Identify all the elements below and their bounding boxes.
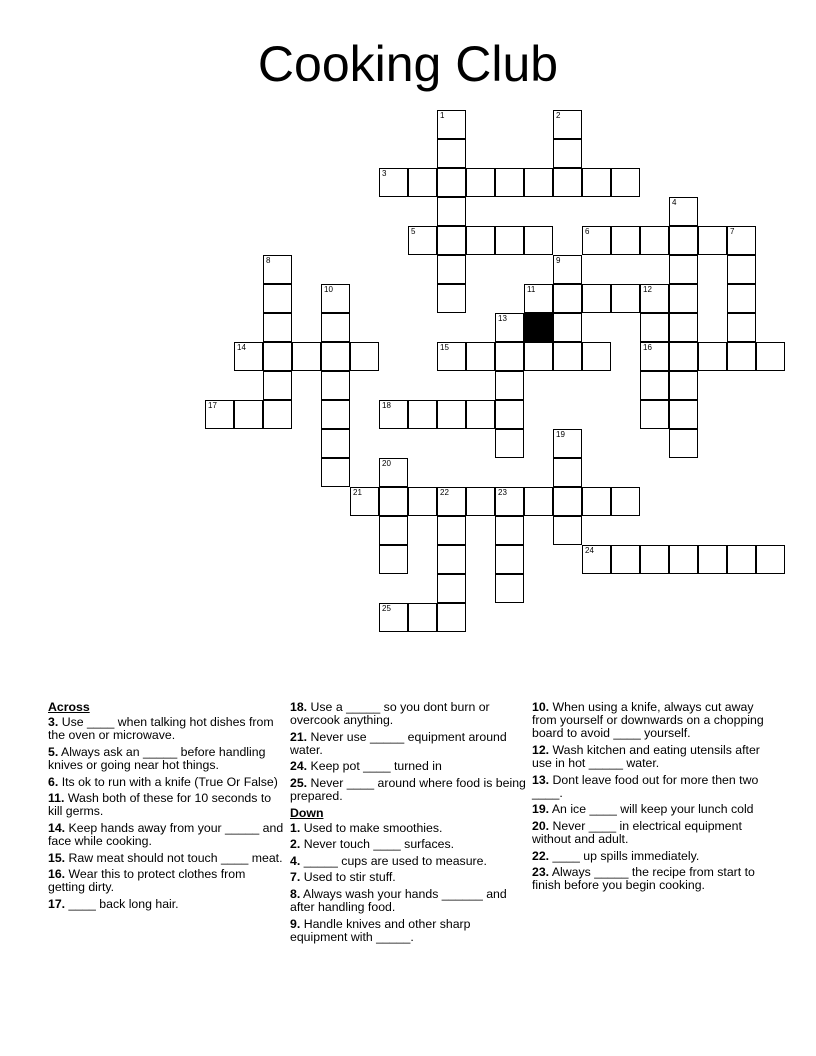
across-clue-5[interactable]: [48, 746, 284, 772]
grid-cell[interactable]: [582, 168, 611, 197]
grid-cell[interactable]: [379, 545, 408, 574]
clue-number: 16.: [48, 867, 66, 882]
clue-number: 5.: [48, 744, 59, 759]
clue-number-label: 20: [382, 459, 391, 468]
grid-cell[interactable]: [756, 545, 785, 574]
clue-text: Used to stir stuff.: [303, 870, 396, 885]
down-heading: Down: [290, 805, 324, 820]
clue-number: 25.: [290, 775, 308, 790]
grid-cell[interactable]: [379, 168, 408, 197]
grid-cell[interactable]: [466, 168, 495, 197]
clue-number: 15.: [48, 850, 66, 865]
grid-cell[interactable]: [611, 284, 640, 313]
clue-text: Always _____ the recipe from start to finish before you begin cooking.: [532, 865, 755, 893]
clue-number-label: 8: [266, 256, 271, 265]
grid-cell[interactable]: [669, 545, 698, 574]
grid-cell[interactable]: [466, 487, 495, 516]
grid-cell[interactable]: [669, 371, 698, 400]
clue-number-label: 25: [382, 604, 391, 613]
grid-cell[interactable]: [205, 400, 234, 429]
grid-cell[interactable]: [437, 487, 466, 516]
across-clue-6[interactable]: [48, 776, 284, 789]
down-clue-20[interactable]: [532, 820, 768, 846]
clue-text: Dont leave food out for more then two ____.: [532, 772, 759, 800]
grid-cell[interactable]: [379, 603, 408, 632]
grid-cell[interactable]: [495, 487, 524, 516]
clue-number-label: 21: [353, 488, 362, 497]
grid-cell[interactable]: [466, 226, 495, 255]
across-clue-3[interactable]: [48, 716, 284, 742]
clue-number-label: 5: [411, 227, 416, 236]
across-heading: Across: [48, 700, 90, 714]
grid-cell[interactable]: [437, 139, 466, 168]
grid-cell[interactable]: [263, 342, 292, 371]
clue-number: 14.: [48, 820, 66, 835]
grid-cell[interactable]: [727, 284, 756, 313]
grid-cell[interactable]: [350, 342, 379, 371]
grid-cell[interactable]: [321, 313, 350, 342]
grid-cell[interactable]: [669, 342, 698, 371]
across-clue-18[interactable]: [290, 701, 526, 727]
down-clue-9[interactable]: [290, 918, 526, 944]
grid-cell[interactable]: [524, 226, 553, 255]
grid-cell[interactable]: [263, 371, 292, 400]
clue-number: 7.: [290, 870, 301, 885]
grid-cell[interactable]: [640, 284, 669, 313]
grid-cell[interactable]: [437, 284, 466, 313]
grid-cell[interactable]: [640, 400, 669, 429]
down-clue-19[interactable]: [532, 803, 768, 816]
grid-cell[interactable]: [524, 487, 553, 516]
grid-cell[interactable]: [669, 313, 698, 342]
grid-cell[interactable]: [669, 255, 698, 284]
grid-cell[interactable]: [727, 342, 756, 371]
clue-number-label: 10: [324, 285, 333, 294]
grid-cell[interactable]: [263, 313, 292, 342]
clue-number: 2.: [290, 837, 301, 852]
clue-text: Use a _____ so you dont burn or overcook anything.: [290, 700, 490, 728]
grid-cell[interactable]: [727, 313, 756, 342]
down-clue-12[interactable]: [532, 744, 768, 770]
clue-number-label: 22: [440, 488, 449, 497]
grid-cell[interactable]: [292, 342, 321, 371]
grid-cell[interactable]: [437, 603, 466, 632]
grid-cell[interactable]: [379, 516, 408, 545]
clue-number: 13.: [532, 772, 550, 787]
grid-cell[interactable]: [582, 284, 611, 313]
grid-cell[interactable]: [466, 342, 495, 371]
grid-cell[interactable]: [495, 342, 524, 371]
clue-text: When using a knife, always cut away from yourself or downwards on a chopping board to avoid ____ yourself.: [532, 700, 764, 741]
grid-cell[interactable]: [437, 400, 466, 429]
grid-cell[interactable]: [234, 342, 263, 371]
clue-number: 1.: [290, 820, 301, 835]
clue-number-label: 16: [643, 343, 652, 352]
grid-cell[interactable]: [495, 168, 524, 197]
clue-number: 24.: [290, 759, 308, 774]
grid-cell[interactable]: [437, 255, 466, 284]
clue-number-label: 2: [556, 111, 561, 120]
grid-cell[interactable]: [321, 458, 350, 487]
clue-text: Raw meat should not touch ____ meat.: [68, 850, 283, 865]
clue-number-label: 12: [643, 285, 652, 294]
clue-text: Keep pot ____ turned in: [310, 759, 442, 774]
grid-cell[interactable]: [321, 371, 350, 400]
down-clue-7[interactable]: [290, 871, 526, 884]
clue-text: Never use _____ equipment around water.: [290, 729, 507, 757]
grid-cell[interactable]: [321, 342, 350, 371]
clue-number-label: 24: [585, 546, 594, 555]
grid-cell[interactable]: [669, 400, 698, 429]
clue-number-label: 17: [208, 401, 217, 410]
grid-cell[interactable]: [408, 603, 437, 632]
grid-cell[interactable]: [379, 400, 408, 429]
clue-number-label: 18: [382, 401, 391, 410]
clue-text: Always wash your hands ______ and after handling food.: [290, 886, 507, 915]
grid-cell[interactable]: [495, 371, 524, 400]
clue-number: 8.: [290, 886, 301, 901]
grid-cell[interactable]: [582, 545, 611, 574]
clue-number: 3.: [48, 715, 59, 730]
grid-cell[interactable]: [611, 226, 640, 255]
clue-number: 11.: [48, 791, 65, 806]
down-clue-23[interactable]: [532, 866, 768, 892]
grid-cell[interactable]: [698, 342, 727, 371]
grid-cell[interactable]: [669, 226, 698, 255]
grid-cell[interactable]: [408, 226, 437, 255]
grid-cell[interactable]: [553, 342, 582, 371]
across-clue-17[interactable]: [48, 898, 284, 911]
grid-cell[interactable]: [495, 400, 524, 429]
down-clue-4[interactable]: [290, 855, 526, 868]
clue-number: 23.: [532, 865, 550, 880]
clue-text: Always ask an _____ before handling knives or going near hot things.: [48, 744, 266, 773]
grid-cell[interactable]: [553, 458, 582, 487]
grid-cell[interactable]: [553, 110, 582, 139]
clue-number-label: 7: [730, 227, 735, 236]
grid-cell[interactable]: [611, 487, 640, 516]
grid-cell[interactable]: [669, 284, 698, 313]
grid-cell[interactable]: [698, 545, 727, 574]
puzzle-title: Cooking Club: [257, 36, 559, 92]
grid-cell[interactable]: [553, 313, 582, 342]
grid-cell[interactable]: [553, 168, 582, 197]
grid-cell[interactable]: [553, 284, 582, 313]
clue-text: Never ____ around where food is being prepared.: [290, 775, 526, 804]
grid-cell[interactable]: [437, 110, 466, 139]
grid-cell[interactable]: [408, 168, 437, 197]
down-clue-22[interactable]: [532, 850, 768, 863]
grid-cell[interactable]: [495, 313, 524, 342]
grid-cell[interactable]: [640, 342, 669, 371]
clue-number-label: 11: [527, 285, 536, 294]
grid-cell[interactable]: [611, 168, 640, 197]
grid-cell[interactable]: [611, 545, 640, 574]
grid-cell[interactable]: [408, 487, 437, 516]
grid-cell[interactable]: [350, 487, 379, 516]
grid-cell[interactable]: [437, 342, 466, 371]
clue-text: Used to make smoothies.: [303, 820, 443, 835]
grid-cell[interactable]: [437, 197, 466, 226]
across-clue-14[interactable]: [48, 822, 284, 848]
grid-cell[interactable]: [495, 429, 524, 458]
clue-text: Its ok to run with a knife (True Or False): [61, 774, 278, 789]
clue-text: Keep hands away from your _____ and face while cooking.: [48, 820, 284, 849]
clue-number-label: 6: [585, 227, 590, 236]
grid-cell[interactable]: [553, 255, 582, 284]
clue-number: 22.: [532, 848, 550, 863]
clue-number-label: 23: [498, 488, 507, 497]
grid-cell[interactable]: [524, 168, 553, 197]
clue-number: 10.: [532, 700, 550, 714]
down-clue-1[interactable]: [290, 822, 526, 835]
grid-cell[interactable]: [437, 516, 466, 545]
clues-column-1: [48, 701, 284, 914]
grid-cell[interactable]: [582, 226, 611, 255]
clue-number: 19.: [532, 802, 550, 817]
grid-cell[interactable]: [466, 400, 495, 429]
grid-cell[interactable]: [698, 226, 727, 255]
across-clue-15[interactable]: [48, 852, 284, 865]
grid-cell[interactable]: [495, 226, 524, 255]
clue-text: Wash kitchen and eating utensils after use in hot _____ water.: [532, 742, 760, 771]
grid-cell[interactable]: [263, 284, 292, 313]
blocked-cell: [524, 313, 553, 342]
across-clue-25[interactable]: [290, 777, 526, 803]
grid-cell[interactable]: [582, 342, 611, 371]
grid-cell[interactable]: [437, 226, 466, 255]
grid-cell[interactable]: [379, 487, 408, 516]
grid-cell[interactable]: [495, 574, 524, 603]
grid-cell[interactable]: [727, 226, 756, 255]
grid-cell[interactable]: [321, 429, 350, 458]
grid-cell[interactable]: [495, 545, 524, 574]
clue-number-label: 1: [440, 111, 445, 120]
clue-number: 18.: [290, 700, 308, 714]
grid-cell[interactable]: [640, 371, 669, 400]
grid-cell[interactable]: [553, 139, 582, 168]
clue-text: Never touch ____ surfaces.: [303, 837, 455, 852]
clue-number: 20.: [532, 818, 550, 833]
clue-number-label: 13: [498, 314, 507, 323]
clues-column-3: [532, 701, 768, 896]
clue-text: Wash both of these for 10 seconds to kill germs.: [48, 791, 272, 819]
clue-number-label: 19: [556, 430, 565, 439]
down-clue-10[interactable]: [532, 701, 768, 741]
grid-cell[interactable]: [669, 429, 698, 458]
clues-column-2: [290, 701, 526, 947]
grid-cell[interactable]: [437, 168, 466, 197]
clue-text: ____ back long hair.: [68, 896, 179, 911]
clue-text: _____ cups are used to measure.: [303, 853, 487, 868]
grid-cell[interactable]: [234, 400, 263, 429]
clue-number: 4.: [290, 853, 301, 868]
grid-cell[interactable]: [524, 342, 553, 371]
grid-cell[interactable]: [495, 516, 524, 545]
grid-cell[interactable]: [640, 313, 669, 342]
grid-cell[interactable]: [524, 284, 553, 313]
grid-cell[interactable]: [553, 516, 582, 545]
grid-cell[interactable]: [379, 458, 408, 487]
clue-text: ____ up spills immediately.: [552, 848, 700, 863]
grid-cell[interactable]: [263, 255, 292, 284]
grid-cell[interactable]: [321, 400, 350, 429]
clue-text: An ice ____ will keep your lunch cold: [551, 802, 754, 817]
clue-text: Wear this to protect clothes from getting dirty.: [48, 867, 246, 895]
grid-cell[interactable]: [669, 197, 698, 226]
clue-number: 9.: [290, 916, 301, 931]
grid-cell[interactable]: [263, 400, 292, 429]
grid-cell[interactable]: [553, 429, 582, 458]
clue-text: Use ____ when talking hot dishes from the oven or microwave.: [48, 715, 274, 743]
clue-number: 17.: [48, 896, 66, 911]
down-clue-13[interactable]: [532, 774, 768, 800]
grid-cell[interactable]: [727, 545, 756, 574]
grid-cell[interactable]: [437, 545, 466, 574]
down-clue-2[interactable]: [290, 838, 526, 851]
grid-cell[interactable]: [437, 574, 466, 603]
clue-number-label: 4: [672, 198, 677, 207]
clue-number-label: 15: [440, 343, 449, 352]
across-clue-11[interactable]: [48, 792, 284, 818]
clue-text: Handle knives and other sharp equipment with _____.: [290, 916, 471, 944]
grid-cell[interactable]: [582, 487, 611, 516]
clue-number: 12.: [532, 742, 550, 757]
across-clue-24[interactable]: [290, 760, 526, 773]
grid-cell[interactable]: [640, 226, 669, 255]
clue-number-label: 14: [237, 343, 246, 352]
grid-cell[interactable]: [727, 255, 756, 284]
grid-cell[interactable]: [408, 400, 437, 429]
clue-number-label: 9: [556, 256, 561, 265]
grid-cell[interactable]: [553, 487, 582, 516]
down-clue-8[interactable]: [290, 888, 526, 914]
clue-text: Never ____ in electrical equipment without and adult.: [532, 818, 742, 847]
across-clue-21[interactable]: [290, 731, 526, 757]
across-clue-16[interactable]: [48, 868, 284, 894]
grid-cell[interactable]: [756, 342, 785, 371]
grid-cell[interactable]: [321, 284, 350, 313]
clue-number-label: 3: [382, 169, 387, 178]
grid-cell[interactable]: [640, 545, 669, 574]
clue-number: 21.: [290, 729, 308, 744]
clue-number: 6.: [48, 774, 59, 789]
